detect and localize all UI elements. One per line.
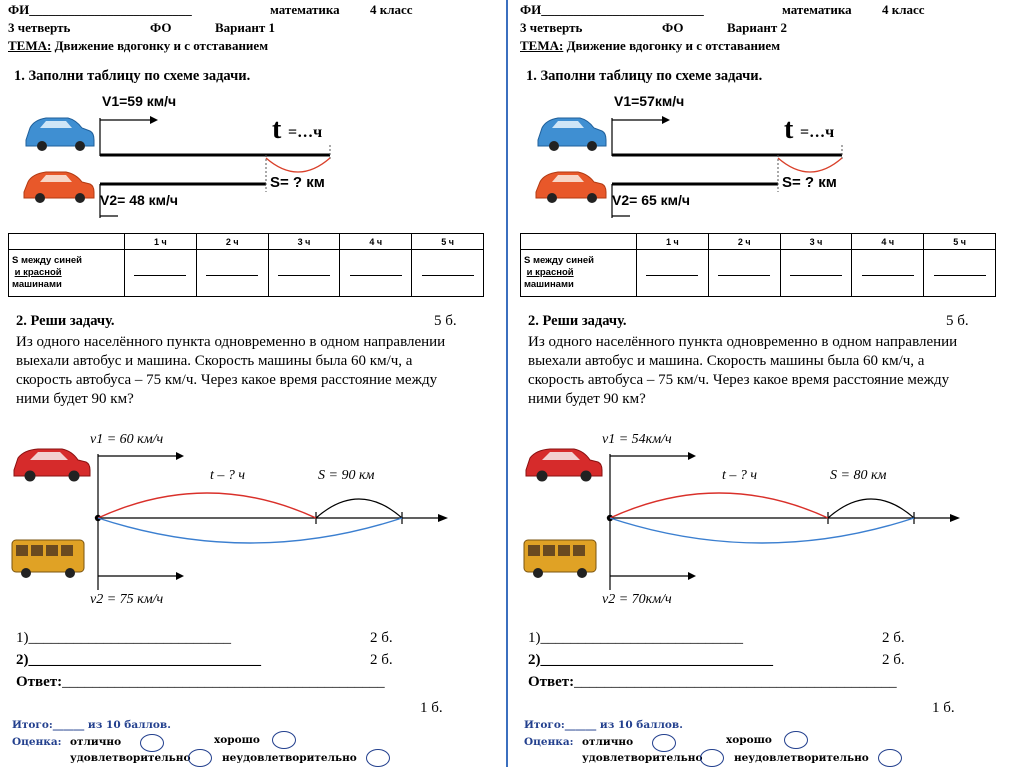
theme-text: Движение вдогонку и с отставанием <box>566 38 781 53</box>
task2-diagram <box>0 0 500 620</box>
task2-text: Из одного населённого пункта одновременно в одном направлении выехали автобус и машина. Скорость машины была 60 км/ч, а скорость автобуса – 75 км/ч. Через какое время расстояние между ними будет 90 км? <box>16 334 446 407</box>
grade-excellent-circle[interactable] <box>140 734 164 752</box>
answer-blank: ___________________________________________ <box>574 674 897 690</box>
v1-label: V1=57км/ч <box>614 93 685 109</box>
diagram-t: t – ? ч <box>722 468 758 483</box>
fo: ФО <box>662 20 684 35</box>
answer-line-2[interactable]: 2)_______________________________ <box>528 652 773 668</box>
v2-label: V2= 65 км/ч <box>612 192 691 208</box>
grade-good-circle[interactable] <box>272 731 296 749</box>
variant: Вариант 2 <box>727 20 788 35</box>
task2-diagram <box>512 0 1012 620</box>
grade-excellent: отлично <box>582 736 634 748</box>
task2-title: 2. Реши задачу. <box>528 313 627 329</box>
t-value: =…ч <box>800 124 835 141</box>
diagram-s: S = 80 км <box>830 468 887 483</box>
answer-2-points: 2 б. <box>882 652 905 668</box>
red-car-icon <box>14 449 90 482</box>
fi-label: ФИ_________________________ <box>520 2 704 17</box>
table-header-3: 3 ч <box>780 234 852 250</box>
table-header-2: 2 ч <box>196 234 268 250</box>
answer-points: 1 б. <box>420 700 443 716</box>
grade-unsatisfactory: неудовлетворительно <box>734 752 869 764</box>
table-header-3: 3 ч <box>268 234 340 250</box>
grade-satisfactory-circle[interactable] <box>188 749 212 767</box>
variant: Вариант 1 <box>215 20 276 35</box>
grade-label: Оценка: <box>12 736 62 748</box>
s-label: S= ? км <box>270 174 325 191</box>
v1-label: V1=59 км/ч <box>102 93 177 109</box>
grade-unsatisfactory-circle[interactable] <box>366 749 390 767</box>
grade-unsatisfactory: неудовлетворительно <box>222 752 357 764</box>
v2-label: V2= 48 км/ч <box>100 192 179 208</box>
grade-satisfactory: удовлетворительно <box>582 752 703 764</box>
answer-blank: ___________________________________________ <box>62 674 385 690</box>
subject: математика <box>270 2 340 17</box>
table-header-4: 4 ч <box>340 234 412 250</box>
grade-excellent-circle[interactable] <box>652 734 676 752</box>
quarter: 3 четверть <box>520 20 583 35</box>
diagram-v2: v2 = 75 км/ч <box>90 592 164 607</box>
grade-excellent: отлично <box>70 736 122 748</box>
diagram-v2: v2 = 70км/ч <box>602 592 672 607</box>
answer-1-points: 2 б. <box>882 630 905 646</box>
grade: 4 класс <box>370 2 413 17</box>
answer-line-1[interactable]: 1)___________________________ <box>528 630 743 646</box>
t-label: t <box>784 114 794 145</box>
t-label: t <box>272 114 282 145</box>
table-header-5: 5 ч <box>924 234 996 250</box>
task1-title: 1. Заполни таблицу по схеме задачи. <box>526 68 763 84</box>
table-header-2: 2 ч <box>708 234 780 250</box>
grade-satisfactory-circle[interactable] <box>700 749 724 767</box>
bus-icon <box>524 540 596 578</box>
theme-text: Движение вдогонку и с отставанием <box>54 38 269 53</box>
red-car-icon <box>526 449 602 482</box>
grade-good: хорошо <box>726 734 772 746</box>
bus-icon <box>12 540 84 578</box>
diagram-v1: v1 = 54км/ч <box>602 432 672 447</box>
task2-points: 5 б. <box>946 313 969 329</box>
table-header-5: 5 ч <box>412 234 484 250</box>
quarter: 3 четверть <box>8 20 71 35</box>
answer-1-points: 2 б. <box>370 630 393 646</box>
grade-good: хорошо <box>214 734 260 746</box>
theme-label: ТЕМА: <box>520 38 564 53</box>
answer-label: Ответ: <box>16 674 63 690</box>
s-label: S= ? км <box>782 174 837 191</box>
table-header-4: 4 ч <box>852 234 924 250</box>
task1-title: 1. Заполни таблицу по схеме задачи. <box>14 68 251 84</box>
answer-label: Ответ: <box>528 674 575 690</box>
grade: 4 класс <box>882 2 925 17</box>
answer-line-1[interactable]: 1)___________________________ <box>16 630 231 646</box>
diagram-v1: v1 = 60 км/ч <box>90 432 164 447</box>
table-header-1: 1 ч <box>125 234 197 250</box>
grade-unsatisfactory-circle[interactable] <box>878 749 902 767</box>
subject: математика <box>782 2 852 17</box>
task2-points: 5 б. <box>434 313 457 329</box>
diagram-t: t – ? ч <box>210 468 246 483</box>
grade-good-circle[interactable] <box>784 731 808 749</box>
table-row-label: S между синей и красной машинами <box>9 250 125 297</box>
final-answer[interactable] <box>16 674 385 691</box>
t-value: =…ч <box>288 124 323 141</box>
grade-label: Оценка: <box>524 736 574 748</box>
table-row-label: S между синей и красной машинами <box>521 250 637 297</box>
fo: ФО <box>150 20 172 35</box>
answer-line-2[interactable]: 2)_______________________________ <box>16 652 261 668</box>
grade-satisfactory: удовлетворительно <box>70 752 191 764</box>
task2-text: Из одного населённого пункта одновременно в одном направлении выехали автобус и машина. Скорость машины была 60 км/ч, а скорость автобуса – 75 км/ч. Через какое время расстояние между ними будет 90 км? <box>528 334 958 407</box>
theme-label: ТЕМА: <box>8 38 52 53</box>
fi-label: ФИ_________________________ <box>8 2 192 17</box>
total-score: Итого:______ из 10 баллов. <box>524 719 683 731</box>
table-header-1: 1 ч <box>637 234 709 250</box>
task2-title: 2. Реши задачу. <box>16 313 115 329</box>
worksheet-variant-2 <box>512 0 1024 767</box>
final-answer[interactable] <box>528 674 897 691</box>
total-score: Итого:______ из 10 баллов. <box>12 719 171 731</box>
answer-2-points: 2 б. <box>370 652 393 668</box>
answer-points: 1 б. <box>932 700 955 716</box>
diagram-s: S = 90 км <box>318 468 375 483</box>
